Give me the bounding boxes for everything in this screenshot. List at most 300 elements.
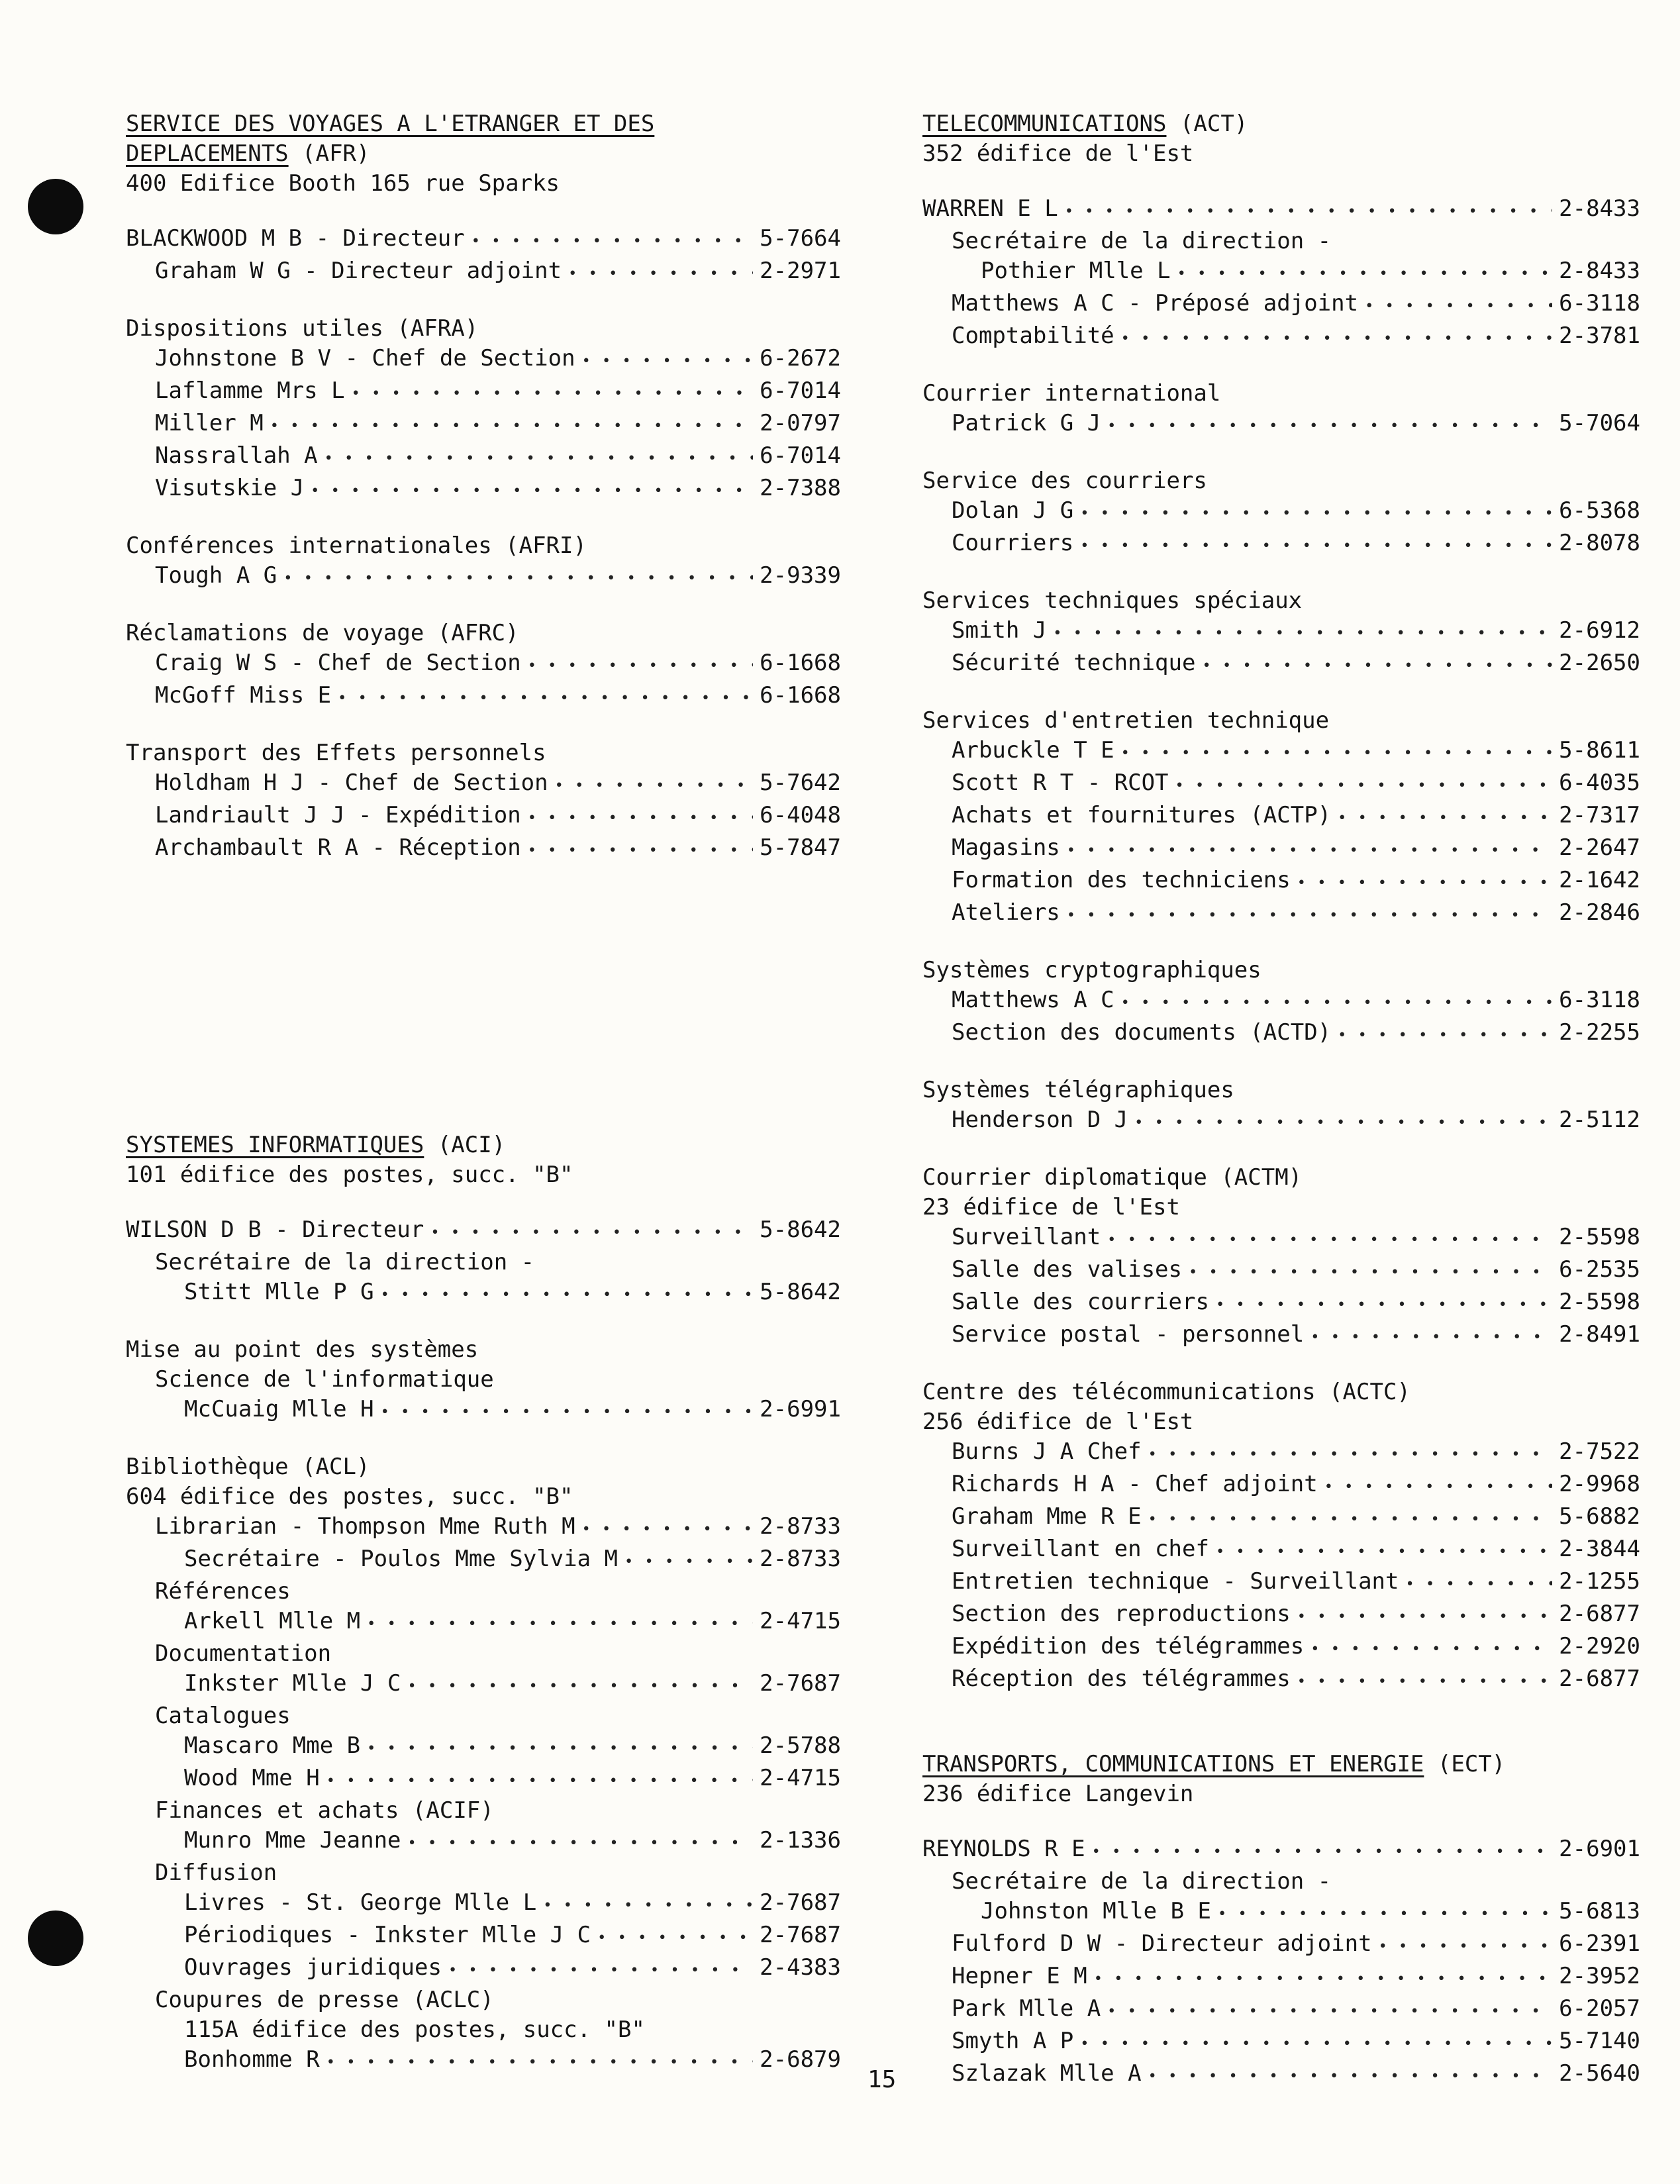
directory-entry	[126, 344, 841, 376]
directory-entry	[922, 1222, 1640, 1255]
section-telecommunications	[922, 109, 1640, 1697]
leader-dots	[381, 1280, 754, 1310]
entry-name: Secrétaire de la direction -	[952, 228, 1332, 254]
phone-extension: 6-2057	[1559, 1995, 1640, 2022]
directory-entry	[126, 1544, 841, 1577]
entry-name: Ouvrages juridiques	[184, 1954, 442, 1981]
phone-extension: 5-7642	[760, 769, 841, 796]
directory-entry	[126, 1607, 841, 1639]
leader-dots	[1065, 197, 1552, 226]
directory-entry	[126, 1639, 841, 1669]
entry-name: Références	[155, 1578, 291, 1605]
directory-entry	[126, 473, 841, 506]
directory-entry	[126, 376, 841, 409]
entry-name: Tough A G	[155, 562, 277, 589]
directory-entry	[922, 289, 1640, 321]
directory-entry	[922, 1287, 1640, 1320]
entry-name: Surveillant en chef	[952, 1536, 1209, 1562]
directory-entry	[126, 1512, 841, 1544]
leader-dots	[408, 1671, 754, 1701]
entry-name: Smyth A P	[952, 2028, 1074, 2054]
phone-extension: 6-3118	[1559, 290, 1640, 317]
leader-dots	[324, 444, 754, 473]
phone-extension: 2-7522	[1559, 1438, 1640, 1465]
directory-entry	[922, 1193, 1640, 1222]
entry-name: Bonhomme R	[184, 2046, 320, 2073]
leader-dots	[528, 836, 753, 866]
leader-dots	[1094, 1964, 1552, 1994]
phone-extension: 2-5640	[1559, 2060, 1640, 2087]
entry-name: Périodiques - Inkster Mlle J C	[184, 1922, 591, 1948]
directory-entry	[922, 1897, 1640, 1929]
entry-name: Catalogues	[155, 1703, 291, 1729]
leader-dots	[1080, 531, 1552, 561]
directory-entry	[126, 1365, 841, 1395]
leader-dots	[471, 226, 753, 256]
section-header	[922, 1750, 1640, 1779]
phone-extension: 2-2647	[1559, 834, 1640, 861]
directory-entry	[922, 898, 1640, 930]
leader-dots	[1148, 1505, 1553, 1534]
section-address: 352 édifice de l'Est	[922, 140, 1194, 167]
leader-dots	[568, 259, 753, 289]
directory-entry	[126, 1985, 841, 2015]
leader-dots	[1365, 291, 1552, 321]
directory-entry	[922, 985, 1640, 1018]
directory-entry	[126, 1920, 841, 1953]
phone-extension: 2-8078	[1559, 530, 1640, 556]
entry-name: Patrick G J	[952, 410, 1101, 436]
leader-dots	[1080, 499, 1552, 528]
phone-extension: 2-8491	[1559, 1321, 1640, 1348]
directory-entry	[126, 1701, 841, 1731]
leader-dots	[1406, 1569, 1553, 1599]
leader-dots	[1121, 738, 1553, 768]
leader-dots	[1379, 1932, 1553, 1961]
directory-entry	[126, 1858, 841, 1888]
entry-name: Arkell Mlle M	[184, 1608, 361, 1634]
directory-entry	[126, 1953, 841, 1985]
phone-extension: 2-5112	[1559, 1107, 1640, 1133]
directory-entry	[922, 1255, 1640, 1287]
leader-dots	[1107, 411, 1552, 441]
phone-extension: 5-6882	[1559, 1503, 1640, 1530]
directory-entry	[922, 801, 1640, 833]
phone-extension: 2-6901	[1559, 1836, 1640, 1862]
entry-group	[922, 956, 1640, 1050]
phone-extension: 2-7687	[760, 1670, 841, 1697]
page-number: 15	[867, 2066, 897, 2093]
phone-extension: 2-6877	[1559, 1601, 1640, 1627]
entry-name: Section des documents (ACTD)	[952, 1019, 1332, 1046]
directory-entry	[126, 1826, 841, 1858]
phone-extension: 2-6877	[1559, 1665, 1640, 1692]
phone-extension: 2-3844	[1559, 1536, 1640, 1562]
leader-dots	[367, 1609, 753, 1639]
entry-name: 115A édifice des postes, succ. "B"	[184, 2016, 645, 2043]
phone-extension: 2-8733	[760, 1546, 841, 1572]
phone-extension: 6-1668	[760, 682, 841, 709]
entry-group	[922, 1834, 1640, 2091]
group-label: Bibliothèque (ACL)	[126, 1454, 370, 1480]
leader-dots	[582, 346, 754, 376]
group-label: Dispositions utiles (AFRA)	[126, 315, 479, 342]
section-address: 101 édifice des postes, succ. "B"	[126, 1162, 573, 1188]
entry-name: Pothier Mlle L	[981, 258, 1171, 284]
entry-name: REYNOLDS R E	[922, 1836, 1085, 1862]
section-address: 400 Edifice Booth 165 rue Sparks	[126, 170, 560, 197]
entry-name: Inkster Mlle J C	[184, 1670, 401, 1697]
entry-name: Johnston Mlle B E	[981, 1898, 1211, 1924]
leader-dots	[1338, 1020, 1552, 1050]
entry-name: Nassrallah A	[155, 442, 318, 469]
phone-extension: 2-7388	[760, 475, 841, 501]
phone-extension: 5-7064	[1559, 410, 1640, 436]
entry-name: Salle des valises	[952, 1256, 1182, 1283]
directory-entry	[922, 866, 1640, 898]
leader-dots	[1216, 1290, 1552, 1320]
leader-dots	[1310, 1634, 1552, 1664]
entry-name: Matthews A C - Préposé adjoint	[952, 290, 1359, 317]
entry-name: Coupures de presse (ACLC)	[155, 1987, 494, 2013]
phone-extension: 6-5368	[1559, 497, 1640, 524]
entry-name: Courriers	[952, 530, 1074, 556]
leader-dots	[1080, 2029, 1552, 2059]
leader-dots	[381, 1397, 754, 1427]
entry-name: Henderson D J	[952, 1107, 1128, 1133]
entry-group	[922, 466, 1640, 561]
punch-hole-top	[28, 179, 83, 234]
entry-name: Munro Mme Jeanne	[184, 1827, 401, 1854]
entry-name: Johnstone B V - Chef de Section	[155, 345, 575, 372]
section-transports-communications-energie	[922, 1750, 1640, 2091]
phone-extension: 2-5788	[760, 1732, 841, 1759]
directory-entry	[126, 256, 841, 289]
entry-name: 256 édifice de l'Est	[922, 1409, 1194, 1435]
phone-extension: 2-2920	[1559, 1633, 1640, 1660]
phone-extension: 2-4383	[760, 1954, 841, 1981]
leader-dots	[1121, 324, 1553, 354]
leader-dots	[555, 771, 754, 801]
entry-name: Miller M	[155, 410, 264, 436]
directory-entry	[922, 1599, 1640, 1632]
leader-dots	[311, 476, 753, 506]
directory-entry	[126, 768, 841, 801]
directory-entry	[126, 1888, 841, 1920]
right-column	[922, 109, 1640, 2091]
leader-dots	[1121, 988, 1553, 1018]
entry-name: WILSON D B - Directeur	[126, 1216, 424, 1243]
phone-extension: 2-3952	[1559, 1963, 1640, 1989]
group-label: Services techniques spéciaux	[922, 587, 1303, 614]
entry-group	[126, 619, 841, 713]
section-title: SERVICE DES VOYAGES A L'ETRANGER ET DES	[126, 111, 655, 137]
phone-extension: 2-7687	[760, 1922, 841, 1948]
entry-group	[126, 1215, 841, 1310]
left-column	[126, 109, 841, 2077]
section-code: (ECT)	[1437, 1751, 1506, 1777]
section-title-cont: DEPLACEMENTS	[126, 140, 289, 167]
phone-extension: 5-6813	[1559, 1898, 1640, 1924]
directory-entry	[922, 736, 1640, 768]
entry-name: Archambault R A - Réception	[155, 834, 521, 861]
phone-extension: 2-8433	[1559, 258, 1640, 284]
leader-dots	[1092, 1837, 1553, 1867]
group-label: Centre des télécommunications (ACTC)	[922, 1379, 1410, 1405]
entry-name: Section des reproductions	[952, 1601, 1291, 1627]
directory-entry	[126, 1395, 841, 1427]
leader-dots	[624, 1547, 753, 1577]
entry-name: Surveillant	[952, 1224, 1101, 1250]
entry-name: Burns J A Chef	[952, 1438, 1142, 1465]
directory-entry	[922, 1534, 1640, 1567]
phone-extension: 2-8733	[760, 1513, 841, 1540]
directory-entry	[126, 1731, 841, 1763]
section-title: TELECOMMUNICATIONS	[922, 111, 1167, 137]
punch-hole-bottom	[28, 1911, 83, 1966]
leader-dots	[326, 1766, 753, 1796]
directory-entry	[126, 409, 841, 441]
entry-name: Expédition des télégrammes	[952, 1633, 1305, 1660]
entry-group	[922, 706, 1640, 930]
phone-extension: 2-5598	[1559, 1224, 1640, 1250]
phone-extension: 2-2971	[760, 258, 841, 284]
entry-name: Salle des courriers	[952, 1289, 1209, 1315]
entry-group	[126, 224, 841, 289]
entry-name: Craig W S - Chef de Section	[155, 650, 521, 676]
leader-dots	[1216, 1537, 1552, 1567]
directory-entry	[126, 1248, 841, 1277]
leader-dots	[1177, 259, 1553, 289]
entry-name: Holdham H J - Chef de Section	[155, 769, 548, 796]
phone-extension: 2-2650	[1559, 650, 1640, 676]
group-label: Mise au point des systèmes	[126, 1336, 479, 1363]
entry-name: Finances et achats (ACIF)	[155, 1797, 494, 1824]
directory-entry	[922, 1994, 1640, 2026]
entry-name: Graham Mme R E	[952, 1503, 1142, 1530]
entry-name: Visutskie J	[155, 475, 305, 501]
directory-entry	[922, 1867, 1640, 1897]
leader-dots	[283, 564, 753, 593]
entry-name: Szlazak Mlle A	[952, 2060, 1142, 2087]
entry-name: Hepner E M	[952, 1963, 1087, 1989]
entry-name: BLACKWOOD M B - Directeur	[126, 225, 465, 252]
phone-extension: 2-6879	[760, 2046, 841, 2073]
phone-extension: 6-2535	[1559, 1256, 1640, 1283]
entry-name: Livres - St. George Mlle L	[184, 1889, 537, 1916]
entry-name: Arbuckle T E	[952, 737, 1114, 764]
phone-extension: 2-8433	[1559, 195, 1640, 222]
leader-dots	[1107, 1225, 1552, 1255]
leader-dots	[1053, 619, 1552, 648]
directory-entry	[126, 441, 841, 473]
entry-group	[126, 531, 841, 593]
entry-name: Richards H A - Chef adjoint	[952, 1471, 1318, 1497]
leader-dots	[367, 1734, 753, 1763]
entry-name: Graham W G - Directeur adjoint	[155, 258, 562, 284]
entry-name: Smith J	[952, 617, 1047, 644]
group-label: Courrier diplomatique (ACTM)	[922, 1164, 1303, 1191]
entry-name: Ateliers	[952, 899, 1060, 926]
phone-extension: 5-8642	[760, 1279, 841, 1305]
entry-group	[922, 1075, 1640, 1138]
directory-entry	[922, 1437, 1640, 1469]
leader-dots	[1297, 1667, 1552, 1697]
directory-entry	[126, 681, 841, 713]
directory-entry	[922, 226, 1640, 256]
directory-entry	[126, 1577, 841, 1607]
entry-group	[126, 1335, 841, 1427]
directory-entry	[922, 768, 1640, 801]
directory-entry	[922, 1632, 1640, 1664]
leader-dots	[326, 2048, 753, 2077]
directory-entry	[126, 224, 841, 256]
phone-extension: 5-7664	[760, 225, 841, 252]
phone-extension: 2-9339	[760, 562, 841, 589]
leader-dots	[1175, 771, 1553, 801]
phone-extension: 2-1336	[760, 1827, 841, 1854]
directory-entry	[922, 1664, 1640, 1697]
entry-name: Achats et fournitures (ACTP)	[952, 802, 1332, 828]
group-label: Conférences internationales (AFRI)	[126, 532, 587, 559]
directory-entry	[126, 1482, 841, 1512]
section-header	[126, 109, 841, 139]
section-title: SYSTEMES INFORMATIQUES	[126, 1132, 424, 1158]
leader-dots	[338, 683, 753, 713]
phone-extension: 6-4035	[1559, 769, 1640, 796]
entry-group	[922, 194, 1640, 354]
leader-dots	[1107, 1997, 1552, 2026]
directory-entry	[922, 1105, 1640, 1138]
entry-name: Scott R T - RCOT	[952, 769, 1169, 796]
entry-name: Réception des télégrammes	[952, 1665, 1291, 1692]
entry-name: Secrétaire - Poulos Mme Sylvia M	[184, 1546, 618, 1572]
phone-extension: 5-8642	[760, 1216, 841, 1243]
directory-entry	[922, 528, 1640, 561]
phone-extension: 2-4715	[760, 1608, 841, 1634]
phone-extension: 6-3118	[1559, 987, 1640, 1013]
phone-extension: 6-7014	[760, 442, 841, 469]
phone-extension: 6-2672	[760, 345, 841, 372]
phone-extension: 5-8611	[1559, 737, 1640, 764]
phone-extension: 6-7014	[760, 377, 841, 404]
entry-name: Mascaro Mme B	[184, 1732, 361, 1759]
entry-name: Comptabilité	[952, 323, 1114, 349]
section-title: TRANSPORTS, COMMUNICATIONS ET ENERGIE	[922, 1751, 1424, 1777]
section-header	[922, 109, 1640, 139]
phone-extension: 2-7687	[760, 1889, 841, 1916]
directory-entry	[922, 1567, 1640, 1599]
entry-group	[126, 1452, 841, 2077]
entry-group	[126, 738, 841, 866]
entry-name: Entretien technique - Surveillant	[952, 1568, 1399, 1595]
entry-group	[922, 1377, 1640, 1697]
leader-dots	[270, 411, 753, 441]
leader-dots	[1324, 1472, 1552, 1502]
leader-dots	[1067, 901, 1552, 930]
directory-entry	[922, 1018, 1640, 1050]
leader-dots	[408, 1828, 754, 1858]
leader-dots	[1297, 868, 1552, 898]
directory-entry	[126, 1215, 841, 1248]
section-code: (ACT)	[1179, 111, 1248, 137]
entry-name: Secrétaire de la direction -	[952, 1868, 1332, 1895]
group-label: Courrier international	[922, 380, 1221, 407]
phone-extension: 2-6991	[760, 1396, 841, 1422]
directory-entry	[126, 1277, 841, 1310]
entry-group	[922, 1163, 1640, 1352]
phone-extension: 6-1668	[760, 650, 841, 676]
leader-dots	[582, 1514, 754, 1544]
directory-entry	[922, 1407, 1640, 1437]
leader-dots	[430, 1218, 753, 1248]
directory-entry	[126, 648, 841, 681]
entry-name: Diffusion	[155, 1860, 277, 1886]
group-label: Service des courriers	[922, 468, 1207, 494]
directory-entry	[922, 194, 1640, 226]
phone-extension: 5-7140	[1559, 2028, 1640, 2054]
leader-dots	[1189, 1258, 1552, 1287]
directory-entry	[922, 1502, 1640, 1534]
directory-entry	[126, 1763, 841, 1796]
entry-name: McCuaig Mlle H	[184, 1396, 374, 1422]
group-label: Services d'entretien technique	[922, 707, 1330, 734]
phone-extension: 2-6912	[1559, 617, 1640, 644]
entry-name: Librarian - Thompson Mme Ruth M	[155, 1513, 575, 1540]
entry-name: Stitt Mlle P G	[184, 1279, 374, 1305]
phone-extension: 2-9968	[1559, 1471, 1640, 1497]
entry-name: Dolan J G	[952, 497, 1074, 524]
leader-dots	[597, 1923, 753, 1953]
directory-entry	[126, 801, 841, 833]
phone-extension: 2-1642	[1559, 867, 1640, 893]
directory-entry	[126, 1669, 841, 1701]
directory-entry	[922, 616, 1640, 648]
directory-entry	[922, 1320, 1640, 1352]
phone-extension: 2-3781	[1559, 323, 1640, 349]
entry-name: Formation des techniciens	[952, 867, 1291, 893]
entry-name: Magasins	[952, 834, 1060, 861]
section-code: (AFR)	[302, 140, 370, 167]
phone-extension: 6-4048	[760, 802, 841, 828]
entry-name: Laflamme Mrs L	[155, 377, 345, 404]
directory-entry	[922, 833, 1640, 866]
directory-entry	[126, 833, 841, 866]
leader-dots	[528, 651, 753, 681]
section-voyages	[126, 109, 841, 866]
leader-dots	[1218, 1899, 1552, 1929]
directory-entry	[922, 2059, 1640, 2091]
group-label: Réclamations de voyage (AFRC)	[126, 620, 519, 646]
entry-name: Documentation	[155, 1640, 332, 1667]
phone-extension: 6-2391	[1559, 1930, 1640, 1957]
section-header-line2	[126, 139, 841, 169]
group-label: Transport des Effets personnels	[126, 740, 546, 766]
directory-entry	[126, 1796, 841, 1826]
entry-name: WARREN E L	[922, 195, 1058, 222]
entry-group	[922, 379, 1640, 441]
section-code: (ACI)	[437, 1132, 506, 1158]
phone-extension: 2-4715	[760, 1765, 841, 1791]
phone-extension: 2-0797	[760, 410, 841, 436]
directory-entry	[922, 648, 1640, 681]
directory-entry	[922, 2026, 1640, 2059]
entry-name: 23 édifice de l'Est	[922, 1194, 1180, 1220]
phone-extension: 2-2846	[1559, 899, 1640, 926]
leader-dots	[1067, 836, 1552, 866]
leader-dots	[528, 803, 753, 833]
leader-dots	[352, 379, 754, 409]
